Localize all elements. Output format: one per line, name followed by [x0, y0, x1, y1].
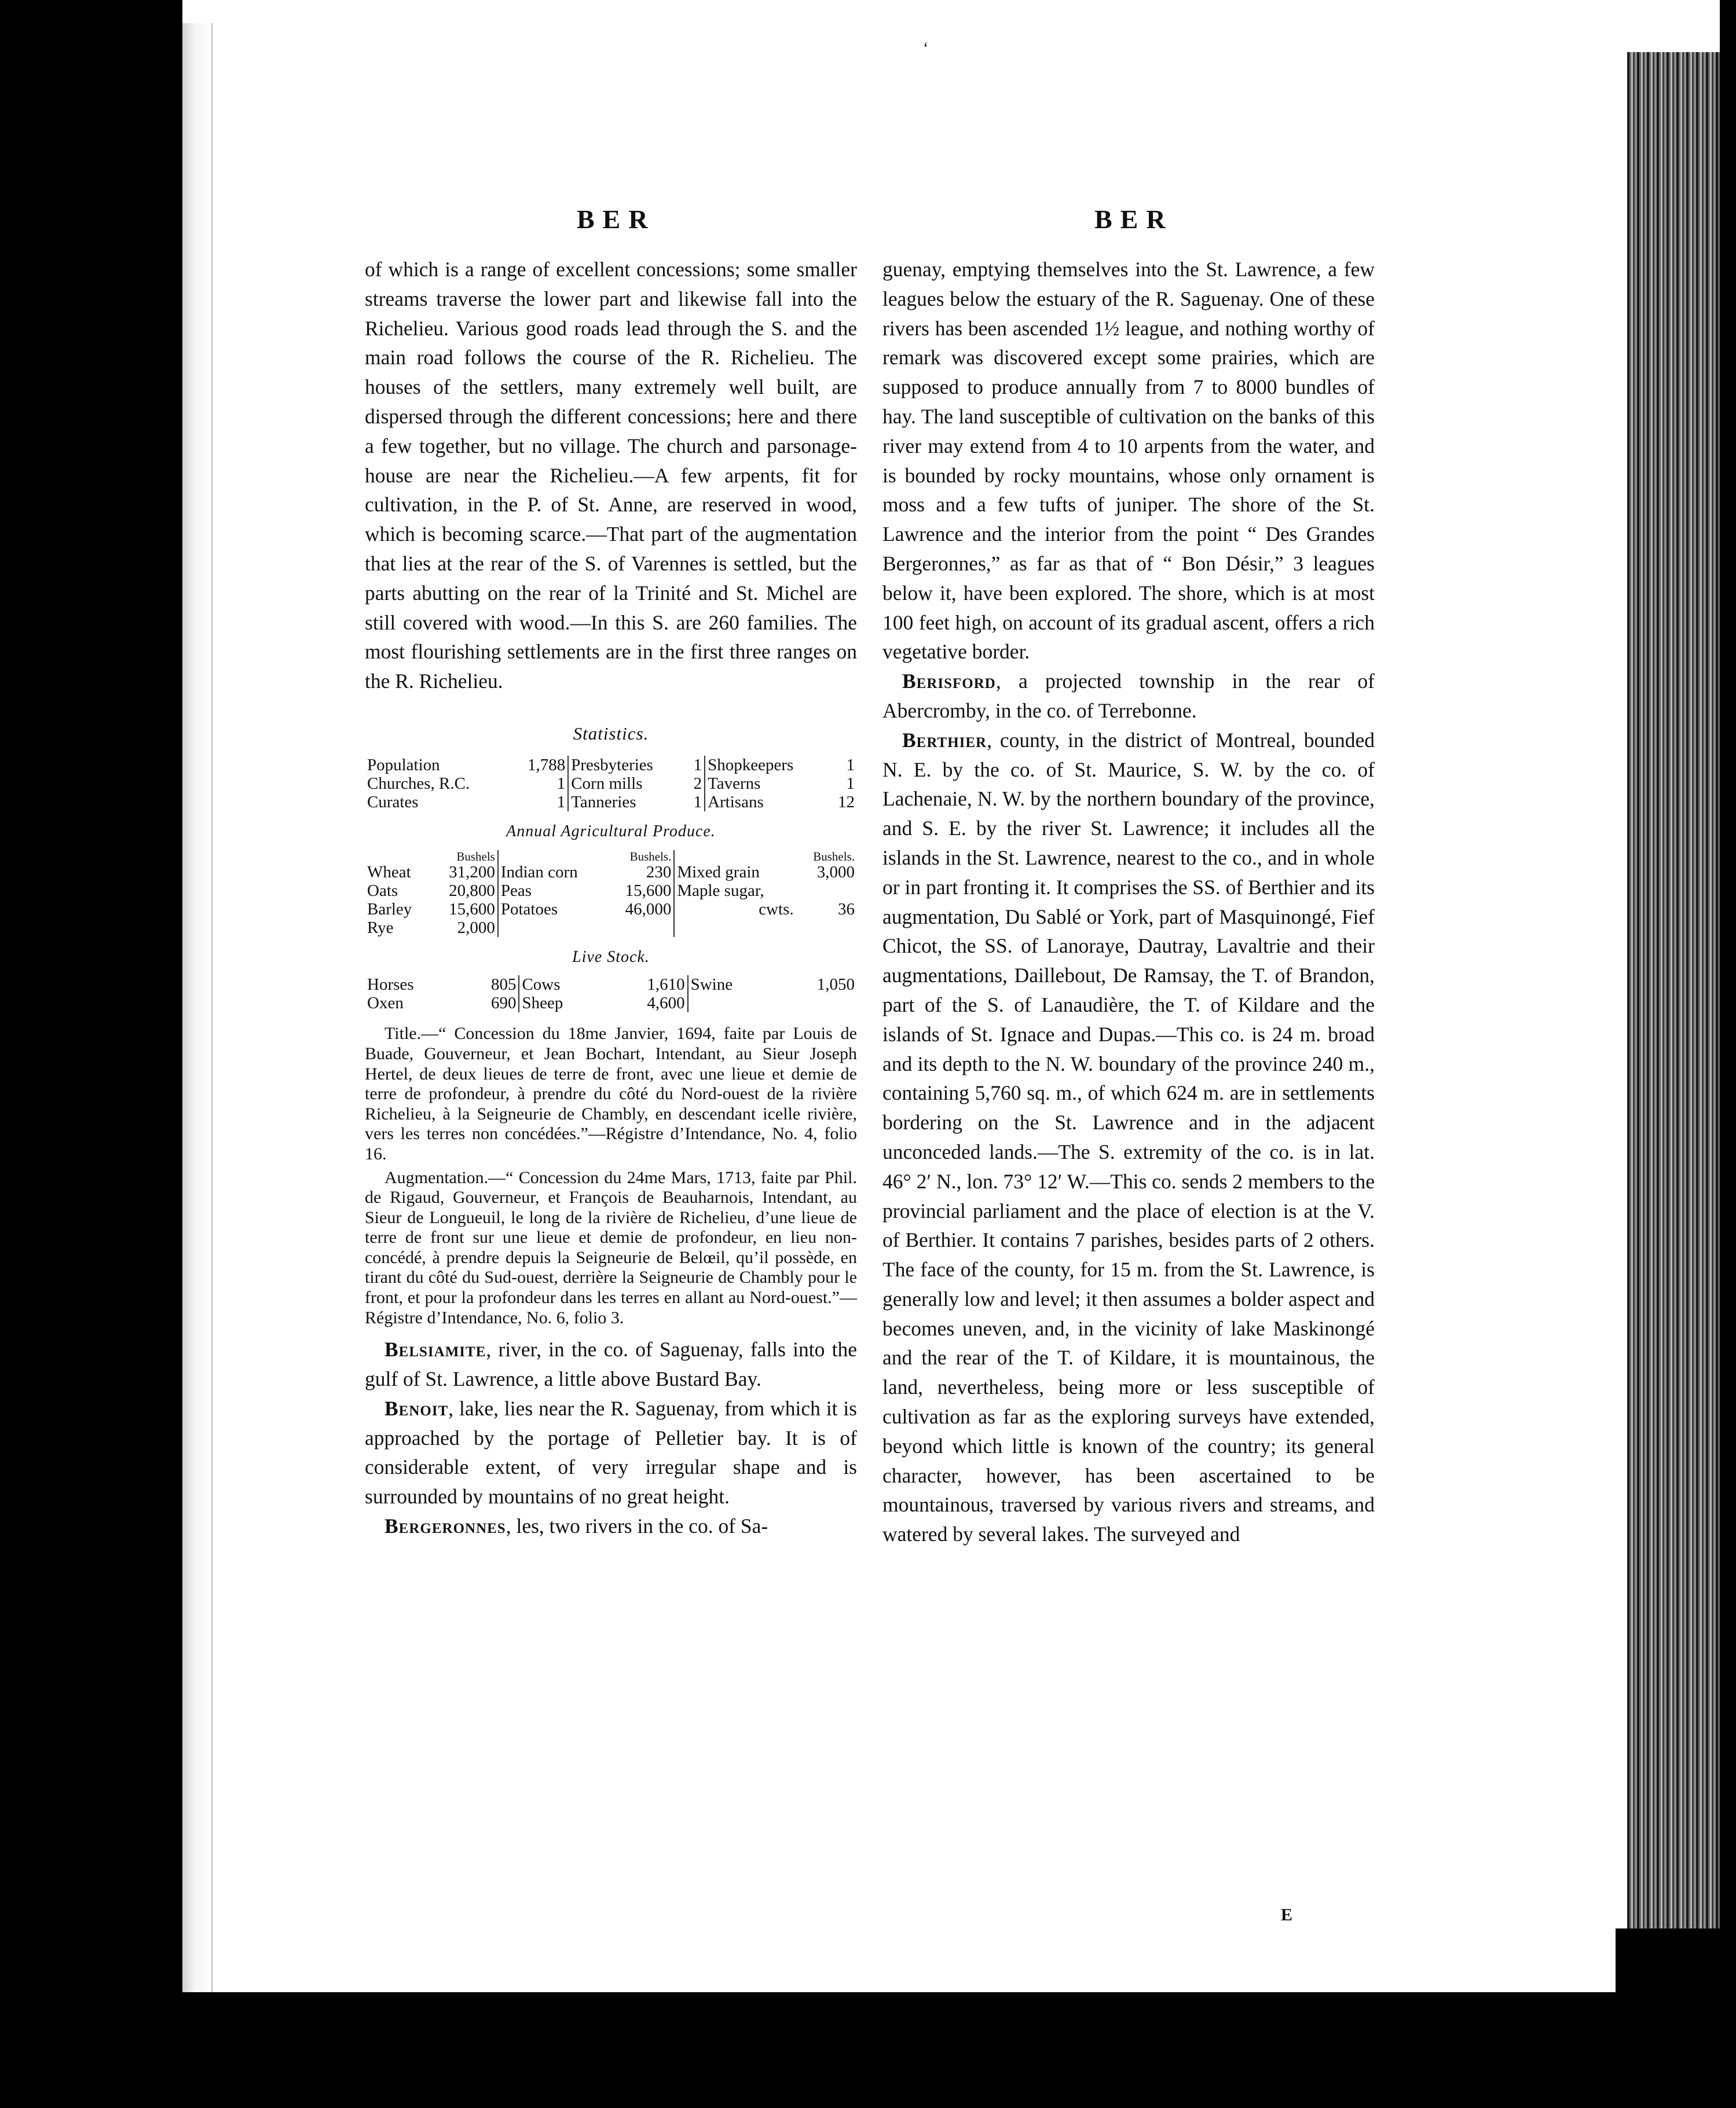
cell: 230 [606, 863, 674, 881]
cell: Oats [367, 881, 398, 900]
cell: 1 [686, 793, 705, 811]
cell: cwts. [759, 899, 794, 918]
table-row [365, 774, 857, 793]
statistics-title: Statistics. [573, 723, 649, 744]
cell: 1 [510, 793, 569, 811]
cell: 31,200 [430, 863, 498, 881]
entry-text: , lake, lies near the R. Saguenay, from which it is approached by the portage of Pelletier bay. It is of considerable extent, of very irregular shape and is surrounded by mountains of no great height. [365, 1396, 857, 1509]
cell: 20,800 [430, 881, 498, 900]
note-title: Title.—“ Concession du 18me Janvier, 1694, faite par Louis de Buade, Gouverneur, et Jean Bochart, Intendant, au Sieur Joseph Hertel, de deux lieues de terre de front, avec une lieue et demie de terre de profondeur, à prendre du côté du Nord-ouest de la rivière Richelieu, à la Seigneurie de Chambly, en descendant icelle rivière, vers les terres non concédées.”—Régistre d’Intendance, No. 4, folio 16. [365, 1024, 857, 1163]
cell: Potatoes [500, 899, 558, 918]
table-row [365, 900, 857, 918]
entry-berisford [882, 667, 1375, 726]
table-row [365, 756, 857, 774]
entry-text: , les, two rivers in the co. of Sa- [506, 1514, 768, 1538]
scan-border-corner [1616, 1928, 1736, 1998]
cell: Rye [367, 918, 394, 937]
entry-head: Benoit [384, 1396, 449, 1420]
cell: Corn mills [571, 774, 643, 793]
unit-label: Bushels. [606, 850, 674, 863]
cell: Swine [690, 975, 733, 994]
cell: 2,000 [430, 918, 498, 937]
cell: Population [367, 755, 440, 774]
produce-title: Annual Agricultural Produce. [506, 822, 716, 840]
entry-head: Bergeronnes [384, 1514, 506, 1538]
note-augmentation: Augmentation.—“ Concession du 24me Mars, 1713, faite par Phil. de Rigaud, Gouverneur, et François de Beauharnois, Intendant, au Sieur de Longueuil, le long de la rivière de Richelieu, d’une lieue de terre de front sur une lieue et demie de profondeur, en lieu non-concédé, à prendre depuis la Seigneurie de Belœil, qu’il possède, en tirant du côté du Sud-ouest, derrière la Seigneurie de Chambly pour le front, et pour la profondeur dans les terres en allant au Nord-ouest.”—Régistre d’Intendance, No. 6, folio 3. [365, 1168, 857, 1327]
title-notes [365, 1024, 857, 1328]
table-row [365, 918, 857, 937]
cell: Presbyteries [571, 755, 653, 774]
entry-text: , a projected township in the rear of Abercromby, in the co. of Terrebonne. [882, 669, 1375, 722]
cell: 1 [686, 756, 705, 774]
produce-table [365, 850, 857, 937]
cell: 3,000 [816, 862, 855, 881]
paragraph: of which is a range of excellent concessions; some smaller streams traverse the lower part and likewise fall into the Richelieu. Various good roads lead through the S. and the main road follows the course of the R. Richelieu. The houses of the settlers, many extremely well built, are dispersed through the different concessions; here and there a few together, but no village. The church and parsonage-house are near the Richelieu.—A few arpents, fit for cultivation, in the P. of St. Anne, are reserved in wood, which is becoming scarce.—That part of the augmentation that lies at the rear of the S. of Varennes is settled, but the parts abutting on the rear of la Trinité and St. Michel are still covered with wood.—In this S. are 260 families. The most flourishing settlements are in the first three ranges on the R. Richelieu. [365, 258, 857, 693]
running-head-right: BER [1094, 204, 1174, 234]
entry-benoit [365, 1394, 857, 1512]
cell: Barley [367, 899, 412, 918]
scan-border-right [1720, 0, 1736, 2108]
cell: 36 [838, 899, 855, 918]
entry-berthier [882, 726, 1375, 1549]
entry-text: , river, in the co. of Saguenay, falls into the gulf of St. Lawrence, a little above Bustard Bay. [365, 1338, 857, 1391]
cell: 690 [462, 994, 519, 1012]
cell: Shopkeepers [708, 755, 794, 774]
scan-border-bottom [0, 1992, 1736, 2108]
cell: 1,050 [816, 975, 855, 994]
cell: Indian corn [500, 862, 578, 881]
entry-head: Berisford [902, 669, 996, 693]
column-left [365, 255, 857, 1541]
running-head-left: BER [577, 204, 656, 234]
cell: Peas [500, 881, 532, 900]
cell: Taverns [708, 774, 761, 793]
cell: Curates [367, 792, 419, 811]
cell: 46,000 [606, 900, 674, 918]
cell: Wheat [367, 862, 411, 881]
table-row [365, 994, 857, 1012]
livestock-title: Live Stock. [572, 947, 650, 966]
livestock-table [365, 975, 857, 1012]
cell: 1 [510, 774, 569, 793]
paragraph: guenay, emptying themselves into the St. Lawrence, a few leagues below the estuary of the R. Saguenay. One of these rivers has been ascended 1½ league, and nothing worthy of remark was discovered except some prairies, which are supposed to produce annually from 7 to 8000 bundles of hay. The land susceptible of cultivation on the banks of this river may extend from 4 to 10 arpents from the water, and is bounded by rocky mountains, whose only ornament is moss and a few tufts of juniper. The shore of the St. Lawrence and the interior from the point “ Des Grandes Bergeronnes,” as far as that of “ Bon Désir,” 3 leagues below it, have been explored. The shore, which is at most 100 feet high, on account of its gradual ascent, offers a rich vegetative border. [882, 258, 1375, 664]
column-right [882, 255, 1375, 1549]
cell: 4,600 [606, 994, 687, 1012]
cell: 805 [462, 975, 519, 994]
statistics-table [365, 756, 857, 811]
cell: Mixed grain [677, 862, 760, 881]
cell: Horses [367, 975, 414, 994]
scan-border-left [0, 0, 182, 2108]
entry-text: , county, in the district of Montreal, bounded N. E. by the co. of St. Maurice, S. W. by the co. of Lachenaie, N. W. by the northern boundary of the province, and S. E. by the river St. Lawrence; it includes all the islands in the St. Lawrence, nearest to the co., and in whole or in part fronting it. It comprises the SS. of Berthier and its augmentation, Du Sablé or York, part of Masquinongé, Fief Chicot, the SS. of Lanoraye, Dautray, Lavaltrie and their augmentations, Daillebout, De Ramsay, the T. of Brandon, part of the S. of Lanaudière, the T. of Kildare and the islands of St. Ignace and Dupas.—This co. is 24 m. broad and its depth to the N. W. boundary of the province 240 m., containing 5,760 sq. m., of which 624 m. are in settlements bordering on the St. Lawrence and in the adjacent unconceded lands.—The S. extremity of the co. is in lat. 46° 2′ N., lon. 73° 12′ W.—This co. sends 2 members to the provincial parliament and the place of election is at the V. of Berthier. It contains 7 parishes, besides parts of 2 others. The face of the county, for 15 m. from the St. Lawrence, is generally low and level; it then assumes a bolder aspect and becomes uneven, and, in the vicinity of lake Maskinongé and the rear of the T. of Kildare, it is mountainous, the land, nevertheless, being more or less susceptible of cultivation as far as the exploring surveys have extended, beyond which little is known of the country; its general character, however, has been ascertained to be mountainous, traversed by various rivers and streams, and watered by several lakes. The surveyed and [882, 728, 1375, 1546]
entry-belsiamite [365, 1335, 857, 1394]
table-row [365, 850, 857, 863]
cell: Churches, R.C. [367, 774, 470, 793]
table-row [365, 975, 857, 994]
unit-label: Bushels. [813, 849, 855, 863]
corner-mark: ‘ [923, 39, 929, 57]
cell: Cows [522, 975, 561, 994]
cell [796, 881, 857, 900]
cell: Tanneries [571, 792, 636, 811]
cell: 12 [838, 792, 855, 811]
facing-page-edge [182, 23, 213, 1992]
entry-bergeronnes [365, 1512, 857, 1541]
unit-label: Bushels [430, 850, 498, 863]
entry-head: Belsiamite [384, 1338, 486, 1362]
cell: Artisans [708, 792, 764, 811]
table-row [365, 793, 857, 811]
cell: 1 [846, 774, 855, 793]
book-edge-right [1627, 52, 1720, 1928]
cell: 15,600 [606, 881, 674, 900]
cell: Maple sugar, [677, 881, 764, 900]
table-row [365, 881, 857, 900]
cell: 1,610 [606, 975, 687, 994]
cell: 2 [686, 774, 705, 793]
cell: 15,600 [430, 900, 498, 918]
entry-head: Berthier [902, 728, 987, 752]
table-row [365, 863, 857, 881]
cell: 1 [846, 755, 855, 774]
cell: Sheep [522, 994, 563, 1013]
cell: 1,788 [510, 756, 569, 774]
signature-mark: E [1281, 1905, 1293, 1924]
cell: Oxen [367, 994, 404, 1013]
